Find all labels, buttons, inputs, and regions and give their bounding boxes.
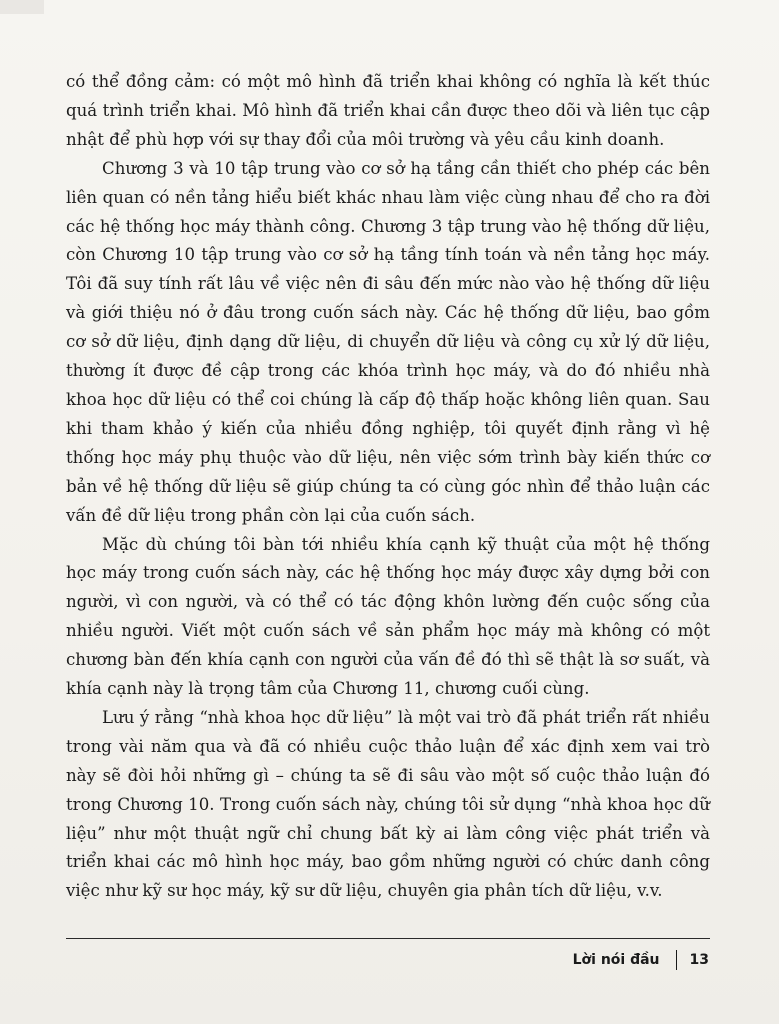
paragraph: Lưu ý rằng “nhà khoa học dữ liệu” là một vai trò đã phát triển rất nhiều trong vài năm qua và đã có nhiều cuộc thảo luận để xác định xem vai trò này sẽ đòi hỏi những gì – chúng ta sẽ đi sâu vào một số cuộc thảo luận đó trong Chương 10. Trong cuốn sách này, chúng tôi sử dụng “nhà khoa học dữ liệu” như một thuật ngữ chỉ chung bất kỳ ai làm công việc phát triển và triển khai các mô hình học máy, bao gồm những người có chức danh công việc như kỹ sư học máy, kỹ sư dữ liệu, chuyên gia phân tích dữ liệu, v.v.	[66, 707, 710, 901]
footer-rule	[66, 938, 710, 939]
body-text	[66, 68, 710, 906]
paragraph: Chương 3 và 10 tập trung vào cơ sở hạ tầng cần thiết cho phép các bên liên quan có nền tảng hiểu biết khác nhau làm việc cùng nhau để cho ra đời các hệ thống học máy thành công. Chương 3 tập trung vào hệ thống dữ liệu, còn Chương 10 tập trung vào cơ sở hạ tầng tính toán và nền tảng học máy. Tôi đã suy tính rất lâu về việc nên đi sâu đến mức nào vào hệ thống dữ liệu và giới thiệu nó ở đâu trong cuốn sách này. Các hệ thống dữ liệu, bao gồm cơ sở dữ liệu, định dạng dữ liệu, di chuyển dữ liệu và công cụ xử lý dữ liệu, thường ít được đề cập trong các khóa trình học máy, và do đó nhiều nhà khoa học dữ liệu có thể coi chúng là cấp độ thấp hoặc không liên quan. Sau khi tham khảo ý kiến của nhiều đồng nghiệp, tôi quyết định rằng vì hệ thống học máy phụ thuộc vào dữ liệu, nên việc sớm trình bày kiến thức cơ bản về hệ thống dữ liệu sẽ giúp chúng ta có cùng góc nhìn để thảo luận các vấn đề dữ liệu trong phần còn lại của cuốn sách.	[66, 158, 710, 525]
paragraph-continuation: có thể đồng cảm: có một mô hình đã triển khai không có nghĩa là kết thúc quá trình triển khai. Mô hình đã triển khai cần được theo dõi và liên tục cập nhật để phù hợp với sự thay đổi của môi trường và yêu cầu kinh doanh.	[66, 72, 710, 149]
footer-separator	[676, 950, 677, 970]
page-corner-shade	[0, 0, 44, 14]
running-footer-title: Lời nói đầu	[572, 952, 660, 968]
paragraph: Mặc dù chúng tôi bàn tới nhiều khía cạnh kỹ thuật của một hệ thống học máy trong cuốn sách này, các hệ thống học máy được xây dựng bởi con người, vì con người, và có thể có tác động khôn lường đến cuộc sống của nhiều người. Viết một cuốn sách về sản phẩm học máy mà không có một chương bàn đến khía cạnh con người của vấn đề đó thì sẽ thật là sơ suất, và khía cạnh này là trọng tâm của Chương 11, chương cuối cùng.	[66, 534, 710, 699]
page-footer	[573, 948, 709, 972]
page-number: 13	[689, 952, 709, 968]
